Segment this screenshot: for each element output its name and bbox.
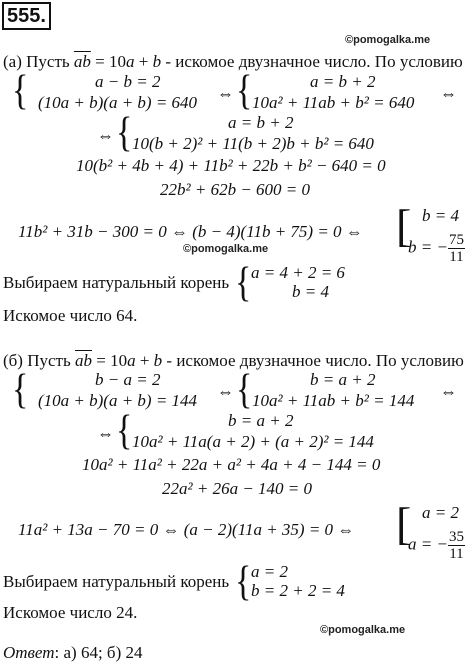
part-b-system2-line1: b = a + 2 xyxy=(310,370,376,389)
part-a-system3-line1: a = b + 2 xyxy=(228,113,294,132)
part-b-roots-bracket: [ xyxy=(396,498,412,549)
part-b-choose-line1: a = 2 xyxy=(251,562,288,581)
part-b-choose-text: Выбираем натуральный корень xyxy=(3,572,230,591)
part-a-equation1: 10(b² + 4b + 4) + 11b² + 22b + b² − 640 = 0 xyxy=(76,156,386,175)
watermark-bottom: ©pomogalka.me xyxy=(320,624,406,636)
part-a-system2-brace: { xyxy=(236,67,253,114)
part-a-roots-bracket: [ xyxy=(396,200,412,251)
part-b-iff3: ⇔ xyxy=(97,424,114,443)
problem-number: 555. xyxy=(2,2,51,30)
part-a-result: Искомое число 64. xyxy=(3,306,138,325)
part-b-system1-brace: { xyxy=(12,366,29,413)
part-b-root1: a = 2 xyxy=(422,503,459,522)
part-a-intro: (а) Пусть $\overline{ab} = 10a + b$ - искомое двузначное число. По условию xyxy=(3,52,463,71)
part-b-system3-brace: { xyxy=(116,407,133,454)
part-a-system1-line1: a − b = 2 xyxy=(95,72,161,91)
part-b-system3-line1: b = a + 2 xyxy=(228,411,294,430)
part-b-system2-line2: 10a² + 11ab + b² = 144 xyxy=(252,391,415,410)
part-b-iff1: ⇔ xyxy=(217,382,234,401)
part-a-equation2: 22b² + 62b − 600 = 0 xyxy=(160,180,311,199)
part-a-iff1: ⇔ xyxy=(217,84,234,103)
part-a-system1-line2: (10a + b)(a + b) = 640 xyxy=(38,93,198,112)
part-b-equation2: 22a² + 26a − 140 = 0 xyxy=(162,479,313,498)
part-b-root2: a = − $\frac{35}{11}$ xyxy=(408,529,464,562)
part-a-choose-text: Выбираем натуральный корень xyxy=(3,273,230,292)
part-b-choose-line2: b = 2 + 2 = 4 xyxy=(251,581,345,600)
part-a-equation3: 11b² + 31b − 300 = 0 ⇔ (b − 4)(11b + 75) = 0 ⇔ xyxy=(18,222,363,241)
part-b-choose-brace: { xyxy=(235,558,252,605)
answer-value: : а) 64; б) 24 xyxy=(54,643,143,662)
watermark-top: ©pomogalka.me xyxy=(345,34,431,46)
part-a-system2-line2: 10a² + 11ab + b² = 640 xyxy=(252,93,415,112)
part-a-system1-brace: { xyxy=(12,67,29,114)
part-b-system3-line2: 10a² + 11a(a + 2) + (a + 2)² = 144 xyxy=(132,432,374,451)
part-a-system2-line1: a = b + 2 xyxy=(310,72,376,91)
part-b-equation3: 11a² + 13a − 70 = 0 ⇔ (a − 2)(11a + 35) = 0 ⇔ xyxy=(18,520,355,539)
part-b-system1-line2: (10a + b)(a + b) = 144 xyxy=(38,391,198,410)
part-b-equation1: 10a² + 11a² + 22a + a² + 4a + 4 − 144 = 0 xyxy=(82,455,381,474)
final-answer xyxy=(3,643,143,663)
part-a-iff3: ⇔ xyxy=(97,126,114,145)
answer-label: Ответ xyxy=(3,643,55,662)
part-a-system3-brace: { xyxy=(116,109,133,156)
part-b-iff2: ⇔ xyxy=(440,382,457,401)
part-a-root1: b = 4 xyxy=(422,206,459,225)
watermark-middle-a: ©pomogalka.me xyxy=(183,243,269,255)
part-a-choose-line1: a = 4 + 2 = 6 xyxy=(251,263,345,282)
part-a-choose-brace: { xyxy=(235,259,252,306)
part-a-system3-line2: 10(b + 2)² + 11(b + 2)b + b² = 640 xyxy=(132,134,374,153)
part-b-system2-brace: { xyxy=(236,366,253,413)
part-a-iff2: ⇔ xyxy=(440,84,457,103)
part-a-root2: b = − $\frac{75}{11}$ xyxy=(408,232,464,265)
part-b-system1-line1: b − a = 2 xyxy=(95,370,161,389)
part-b-intro: (б) Пусть $\overline{ab} = 10a + b$ - искомое двузначное число. По условию xyxy=(3,351,464,370)
part-b-result: Искомое число 24. xyxy=(3,603,138,622)
part-a-choose-line2: b = 4 xyxy=(292,282,329,301)
